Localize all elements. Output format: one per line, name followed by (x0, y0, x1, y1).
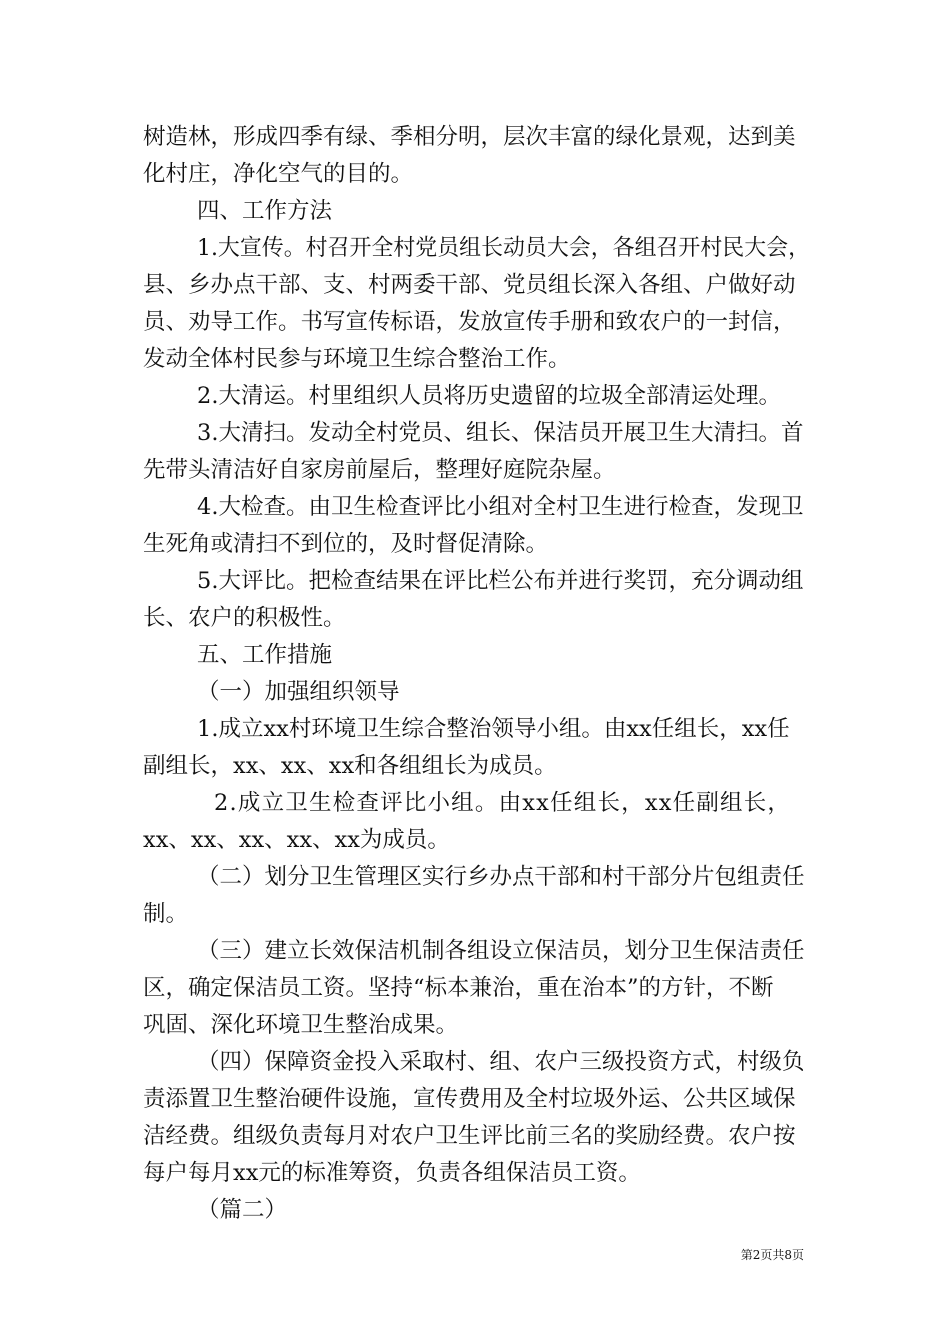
text-line: xx、xx、xx、xx、xx为成员。 (143, 827, 450, 853)
text-line: 发动全体村民参与环境卫生综合整治工作。 (143, 346, 571, 372)
text-line: （三）建立长效保洁机制各组设立保洁员，划分卫生保洁责任 (197, 938, 805, 964)
text-line: 2.成立卫生检查评比小组。由xx任组长，xx任副组长， (214, 790, 792, 816)
text-line: 生死角或清扫不到位的，及时督促清除。 (143, 531, 549, 557)
text-line: 制。 (143, 901, 189, 927)
text-line: 树造林，形成四季有绿、季相分明，层次丰富的绿化景观，达到美 (143, 124, 796, 150)
text-line: 长、农户的积极性。 (143, 605, 346, 631)
text-line: （二）划分卫生管理区实行乡办点干部和村干部分片包组责任 (197, 864, 805, 890)
text-line: 洁经费。组级负责每月对农户卫生评比前三名的奖励经费。农户按 (143, 1123, 796, 1149)
text-line: 3.大清扫。发动全村党员、组长、保洁员开展卫生大清扫。首 (197, 420, 804, 446)
subsection-heading: （一）加强组织领导 (197, 679, 400, 705)
text-line: 先带头清洁好自家房前屋后，整理好庭院杂屋。 (143, 457, 616, 483)
section-heading: 四、工作方法 (197, 198, 333, 224)
text-line: （四）保障资金投入采取村、组、农户三级投资方式，村级负 (197, 1049, 805, 1075)
text-line: 责添置卫生整治硬件设施，宣传费用及全村垃圾外运、公共区域保 (143, 1086, 796, 1112)
text-line: 区，确定保洁员工资。坚持“标本兼治，重在治本”的方针，不断 (143, 975, 774, 1001)
section-heading: （篇二） (197, 1197, 288, 1223)
text-line: 化村庄，净化空气的目的。 (143, 161, 414, 187)
page-number-footer: 第2页共8页 (740, 1248, 804, 1262)
text-line: 1.成立xx村环境卫生综合整治领导小组。由xx任组长，xx任 (197, 716, 790, 742)
text-line: 2.大清运。村里组织人员将历史遗留的垃圾全部清运处理。 (197, 383, 781, 409)
text-line: 巩固、深化环境卫生整治成果。 (143, 1012, 459, 1038)
text-line: 副组长，xx、xx、xx和各组组长为成员。 (143, 753, 557, 779)
section-heading: 五、工作措施 (197, 642, 333, 668)
text-line: 4.大检查。由卫生检查评比小组对全村卫生进行检查，发现卫 (197, 494, 804, 520)
text-line: 每户每月xx元的标准筹资，负责各组保洁员工资。 (143, 1160, 641, 1186)
text-line: 县、乡办点干部、支、村两委干部、党员组长深入各组、户做好动 (143, 272, 796, 298)
text-line: 1.大宣传。村召开全村党员组长动员大会，各组召开村民大会， (197, 235, 810, 261)
text-line: 员、劝导工作。书写宣传标语，发放宣传手册和致农户的一封信， (143, 309, 796, 335)
text-line: 5.大评比。把检查结果在评比栏公布并进行奖罚，充分调动组 (197, 568, 804, 594)
